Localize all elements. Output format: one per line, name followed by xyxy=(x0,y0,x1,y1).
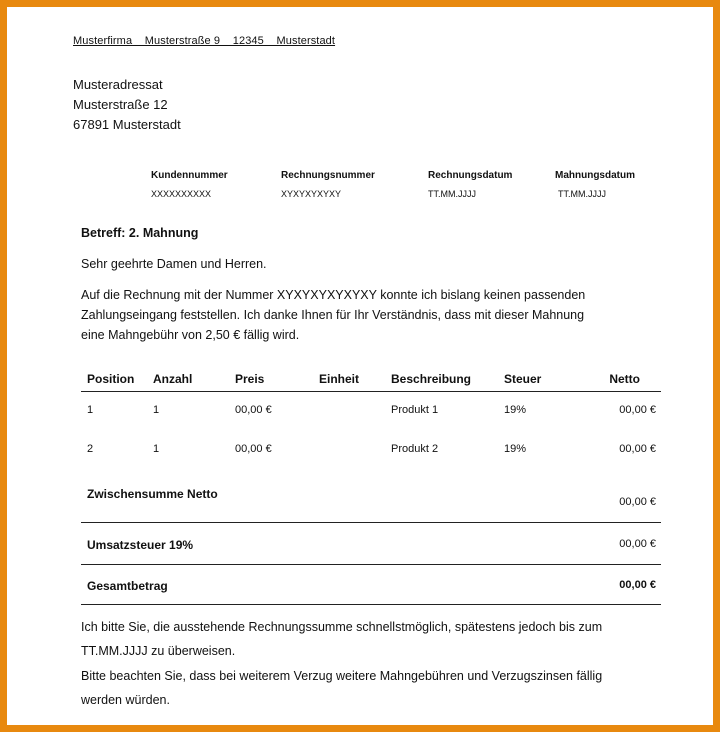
vat-value: 00,00 € xyxy=(619,538,656,550)
meta-label-reminder-date: Mahnungsdatum xyxy=(555,170,635,181)
cell-description: Produkt 1 xyxy=(391,404,439,416)
letter-page xyxy=(7,7,713,725)
col-header-tax: Steuer xyxy=(504,372,542,386)
cell-position: 2 xyxy=(87,443,94,455)
col-header-description: Beschreibung xyxy=(391,372,472,386)
col-header-position: Position xyxy=(87,372,135,386)
recipient-street: Musterstraße 12 xyxy=(73,97,168,112)
meta-value-customer-number: XXXXXXXXXX xyxy=(151,189,212,199)
meta-label-invoice-date: Rechnungsdatum xyxy=(428,170,513,181)
meta-value-reminder-date: TT.MM.JJJJ xyxy=(558,189,606,199)
col-header-quantity: Anzahl xyxy=(153,372,193,386)
subject-line: Betreff: 2. Mahnung xyxy=(81,226,199,240)
cell-net: 00,00 € xyxy=(619,404,656,416)
cell-net: 00,00 € xyxy=(619,443,656,455)
vat-rule xyxy=(81,564,661,565)
meta-value-invoice-number: XYXYXYXYXY xyxy=(281,189,342,199)
subtotal-rule xyxy=(81,522,661,523)
cell-tax: 19% xyxy=(504,404,527,416)
col-header-unit: Einheit xyxy=(319,372,360,386)
vat-label: Umsatzsteuer 19% xyxy=(87,538,194,552)
cell-description: Produkt 2 xyxy=(391,443,439,455)
closing-line: TT.MM.JJJJ zu überweisen. xyxy=(81,644,236,658)
body-line: Auf die Rechnung mit der Nummer XYXYXYXYXYXY konnte ich bislang keinen passenden xyxy=(81,288,586,302)
col-header-price: Preis xyxy=(235,372,265,386)
recipient-city: 67891 Musterstadt xyxy=(73,117,181,132)
grand-total-label: Gesamtbetrag xyxy=(87,579,168,593)
recipient-name: Musteradressat xyxy=(73,77,163,92)
meta-label-customer-number: Kundennummer xyxy=(151,170,228,181)
closing-line: werden würden. xyxy=(81,693,170,707)
closing-line: Bitte beachten Sie, dass bei weiterem Verzug weitere Mahngebühren und Verzugszinsen fällig xyxy=(81,669,603,683)
subtotal-label: Zwischensumme Netto xyxy=(87,487,218,501)
meta-label-invoice-number: Rechnungsnummer xyxy=(281,170,375,181)
meta-value-invoice-date: TT.MM.JJJJ xyxy=(428,189,476,199)
sender-line: Musterfirma Musterstraße 9 12345 Musterstadt xyxy=(73,35,336,47)
cell-price: 00,00 € xyxy=(235,404,272,416)
col-header-net: Netto xyxy=(609,372,640,386)
cell-tax: 19% xyxy=(504,443,527,455)
body-line: Zahlungseingang feststellen. Ich danke Ihnen für Ihr Verständnis, dass mit dieser Mahnung xyxy=(81,308,585,322)
salutation: Sehr geehrte Damen und Herren. xyxy=(81,257,267,271)
cell-quantity: 1 xyxy=(153,443,160,455)
closing-line: Ich bitte Sie, die ausstehende Rechnungssumme schnellstmöglich, spätestens jedoch bis zum xyxy=(81,620,603,634)
subtotal-value: 00,00 € xyxy=(619,496,656,508)
grand-total-rule xyxy=(81,604,661,605)
cell-quantity: 1 xyxy=(153,404,160,416)
body-line: eine Mahngebühr von 2,50 € fällig wird. xyxy=(81,328,300,342)
grand-total-value: 00,00 € xyxy=(619,579,656,591)
cell-price: 00,00 € xyxy=(235,443,272,455)
cell-position: 1 xyxy=(87,404,94,416)
table-header-rule xyxy=(81,391,661,392)
